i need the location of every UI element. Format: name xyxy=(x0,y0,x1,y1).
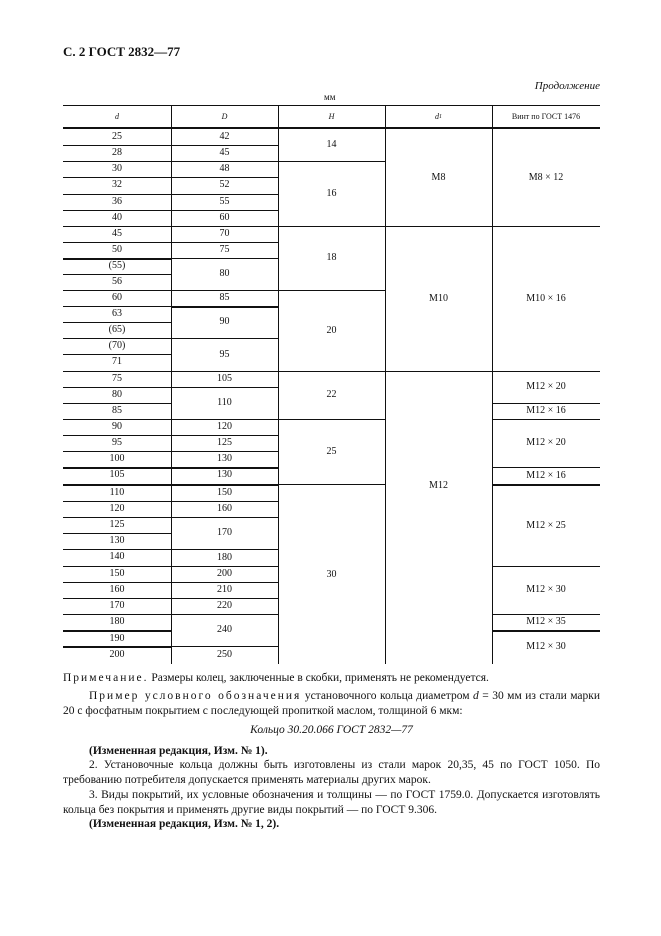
example-label: Пример условного обозначения xyxy=(89,690,302,702)
screw-cell: М8 × 12 xyxy=(528,171,564,183)
example-paragraph xyxy=(63,689,600,718)
D-cell: 48 xyxy=(219,163,230,174)
d-cell: 85 xyxy=(112,405,122,416)
D-cell: 52 xyxy=(219,179,230,190)
D-cell: 55 xyxy=(219,196,230,207)
d-cell: 45 xyxy=(112,228,122,239)
row-line xyxy=(63,258,171,260)
row-line xyxy=(278,484,385,485)
row-line xyxy=(63,419,171,420)
row-line xyxy=(63,403,171,404)
continuation-label: Продолжение xyxy=(534,80,600,92)
row-line xyxy=(171,371,278,372)
row-line xyxy=(385,371,492,372)
row-line xyxy=(492,403,600,404)
row-line xyxy=(63,582,171,583)
D-cell: 75 xyxy=(219,244,230,255)
H-cell: 14 xyxy=(326,139,337,150)
table-top-border xyxy=(63,105,600,106)
row-line xyxy=(63,242,171,243)
row-line xyxy=(278,226,385,227)
header-d: d xyxy=(115,111,119,121)
row-line xyxy=(492,614,600,615)
row-line xyxy=(171,566,278,567)
header-D: D xyxy=(221,111,228,121)
d-cell: 60 xyxy=(112,292,122,303)
example-designation: Кольцо 30.20.066 ГОСТ 2832—77 xyxy=(250,724,413,736)
row-line xyxy=(63,533,171,534)
row-line xyxy=(278,419,385,420)
row-line xyxy=(63,210,171,211)
row-line xyxy=(171,646,278,647)
row-line xyxy=(171,549,278,550)
d-cell: 190 xyxy=(109,633,125,644)
D-cell: 105 xyxy=(217,373,232,384)
row-line xyxy=(171,419,278,420)
D-cell: 125 xyxy=(217,437,232,448)
d-cell: 100 xyxy=(109,453,125,464)
d-cell: 25 xyxy=(112,131,122,142)
row-line xyxy=(385,226,492,227)
row-line xyxy=(63,517,171,518)
H-cell: 22 xyxy=(326,389,337,400)
row-line xyxy=(171,242,278,243)
row-line xyxy=(171,290,278,291)
d-cell: 75 xyxy=(112,373,122,384)
D-cell: 220 xyxy=(217,600,232,611)
row-line xyxy=(171,161,278,162)
d-cell: 71 xyxy=(112,356,122,367)
row-line xyxy=(63,290,171,291)
row-line xyxy=(63,614,171,615)
example-text-b: = 30 мм из стали марки 20 с фосфатным покрытием с последующей пропиткой маслом, толщиной 6 мкм: xyxy=(63,690,601,717)
row-line xyxy=(171,517,278,518)
row-line xyxy=(171,338,278,339)
d-cell: 80 xyxy=(112,389,122,400)
row-line xyxy=(63,274,171,275)
row-line xyxy=(171,614,278,615)
D-cell: 45 xyxy=(219,147,230,158)
row-line xyxy=(171,194,278,195)
row-line xyxy=(63,322,171,323)
revision-note-1: (Измененная редакция, Изм. № 1). xyxy=(89,745,268,757)
page-header: С. 2 ГОСТ 2832—77 xyxy=(63,44,181,59)
revision-note-2: (Измененная редакция, Изм. № 1, 2). xyxy=(89,818,280,830)
d-cell: 30 xyxy=(112,163,122,174)
note-text: Размеры колец, заключенные в скобки, применять не рекомендуется. xyxy=(151,672,489,684)
row-line xyxy=(63,338,171,339)
row-line xyxy=(63,549,171,550)
d-cell: (65) xyxy=(108,324,126,335)
D-cell: 85 xyxy=(219,292,230,303)
note-label: Примечание. xyxy=(63,672,149,684)
row-line xyxy=(492,484,600,486)
row-line xyxy=(63,161,171,162)
row-line xyxy=(63,194,171,195)
d-cell: (70) xyxy=(108,340,126,351)
D-cell: 130 xyxy=(217,453,232,464)
row-line xyxy=(63,435,171,436)
row-line xyxy=(63,646,171,648)
D-cell: 120 xyxy=(217,421,232,432)
d-cell: 56 xyxy=(112,276,122,287)
row-line xyxy=(278,161,385,162)
d-cell: 40 xyxy=(112,212,122,223)
d1-cell: М12 xyxy=(429,480,448,491)
unit-label: мм xyxy=(324,92,336,102)
row-line xyxy=(63,371,171,372)
d-cell: 160 xyxy=(109,584,125,595)
dimensions-table xyxy=(63,105,600,664)
D-cell: 60 xyxy=(219,212,230,223)
row-line xyxy=(63,467,171,469)
screw-cell: М12 × 30 xyxy=(526,584,566,595)
H-cell: 18 xyxy=(326,252,337,263)
D-cell: 160 xyxy=(217,503,232,514)
D-cell: 130 xyxy=(217,469,232,480)
row-line xyxy=(171,501,278,502)
row-line xyxy=(171,258,278,259)
row-line xyxy=(492,566,600,567)
D-cell: 90 xyxy=(219,316,230,327)
row-line xyxy=(63,598,171,599)
H-cell: 16 xyxy=(326,187,337,199)
note xyxy=(63,671,600,686)
H-cell: 30 xyxy=(326,568,337,580)
row-line xyxy=(63,387,171,388)
row-line xyxy=(492,630,600,632)
header-H: H xyxy=(328,111,335,121)
d-cell: 95 xyxy=(112,437,122,448)
row-line xyxy=(171,145,278,146)
row-line xyxy=(171,598,278,599)
H-cell: 20 xyxy=(326,324,337,336)
d-cell: 125 xyxy=(109,519,125,530)
row-line xyxy=(63,451,171,452)
row-line xyxy=(171,467,278,469)
header-d1-label: d xyxy=(435,111,439,121)
row-line xyxy=(492,419,600,420)
d-cell: 150 xyxy=(109,568,125,579)
row-line xyxy=(171,387,278,388)
screw-cell: М12 × 20 xyxy=(526,437,566,448)
d-cell: 200 xyxy=(109,649,125,660)
d-cell: 170 xyxy=(109,600,125,611)
D-cell: 250 xyxy=(217,649,232,660)
screw-cell: М10 × 16 xyxy=(526,292,566,304)
d-cell: 105 xyxy=(109,469,125,480)
example-text-a: установочного кольца диаметром xyxy=(304,690,470,702)
d-cell: 130 xyxy=(109,535,125,546)
screw-cell: М12 × 16 xyxy=(526,405,566,416)
d1-cell: М8 xyxy=(431,171,446,183)
row-line xyxy=(63,354,171,355)
d-cell: (55) xyxy=(108,260,126,271)
row-line xyxy=(171,582,278,583)
row-line xyxy=(171,484,278,486)
row-line xyxy=(63,177,171,178)
row-line xyxy=(63,306,171,307)
d-cell: 50 xyxy=(112,244,122,255)
d-cell: 140 xyxy=(109,551,125,562)
row-line xyxy=(63,566,171,567)
d-cell: 110 xyxy=(109,487,125,498)
D-cell: 170 xyxy=(217,527,232,538)
d-cell: 90 xyxy=(112,421,122,432)
header-d1 xyxy=(385,105,492,128)
d-cell: 28 xyxy=(112,147,122,158)
row-line xyxy=(63,484,171,486)
row-line xyxy=(492,467,600,468)
row-line xyxy=(171,435,278,436)
D-cell: 200 xyxy=(217,568,232,579)
row-line xyxy=(171,306,278,308)
screw-cell: М12 × 16 xyxy=(526,469,566,481)
d1-cell: М10 xyxy=(429,292,448,304)
d-cell: 180 xyxy=(109,616,125,627)
row-line xyxy=(171,226,278,227)
D-cell: 110 xyxy=(217,397,232,408)
row-line xyxy=(278,290,385,291)
d-cell: 32 xyxy=(112,179,122,190)
screw-cell: М12 × 30 xyxy=(526,641,566,652)
row-line xyxy=(63,630,171,632)
D-cell: 240 xyxy=(217,624,232,635)
H-cell: 25 xyxy=(326,446,337,457)
d-cell: 36 xyxy=(112,196,122,207)
row-line xyxy=(63,145,171,146)
D-cell: 150 xyxy=(217,487,232,498)
screw-cell: М12 × 35 xyxy=(526,616,566,627)
row-line xyxy=(171,177,278,178)
D-cell: 80 xyxy=(219,268,230,279)
D-cell: 180 xyxy=(217,551,232,563)
D-cell: 95 xyxy=(219,348,230,360)
row-line xyxy=(492,226,600,227)
d-cell: 120 xyxy=(109,503,125,514)
row-line xyxy=(171,451,278,452)
header-screw: Винт по ГОСТ 1476 xyxy=(511,111,581,121)
paragraph-3: 3. Виды покрытий, их условные обозначения и толщины — по ГОСТ 1759.0. Допускается изготовлять кольца без покрытия и применять другие виды покрытий — по ГОСТ 9.306. xyxy=(63,789,600,816)
row-line xyxy=(63,501,171,502)
example-variable: d xyxy=(473,690,479,702)
screw-cell: М12 × 20 xyxy=(526,381,566,392)
row-line xyxy=(171,210,278,211)
d-cell: 63 xyxy=(112,308,122,319)
D-cell: 70 xyxy=(219,228,230,239)
screw-cell: М12 × 25 xyxy=(526,519,566,531)
header-d1-subscript: 1 xyxy=(439,113,442,120)
D-cell: 42 xyxy=(219,131,230,142)
row-line xyxy=(63,226,171,227)
paragraph-2: 2. Установочные кольца должны быть изготовлены из стали марок 20,35, 45 по ГОСТ 1050. По требованию потребителя допускается применять материалы других марок. xyxy=(63,759,600,786)
row-line xyxy=(492,371,600,372)
D-cell: 210 xyxy=(217,584,232,595)
row-line xyxy=(278,371,385,372)
